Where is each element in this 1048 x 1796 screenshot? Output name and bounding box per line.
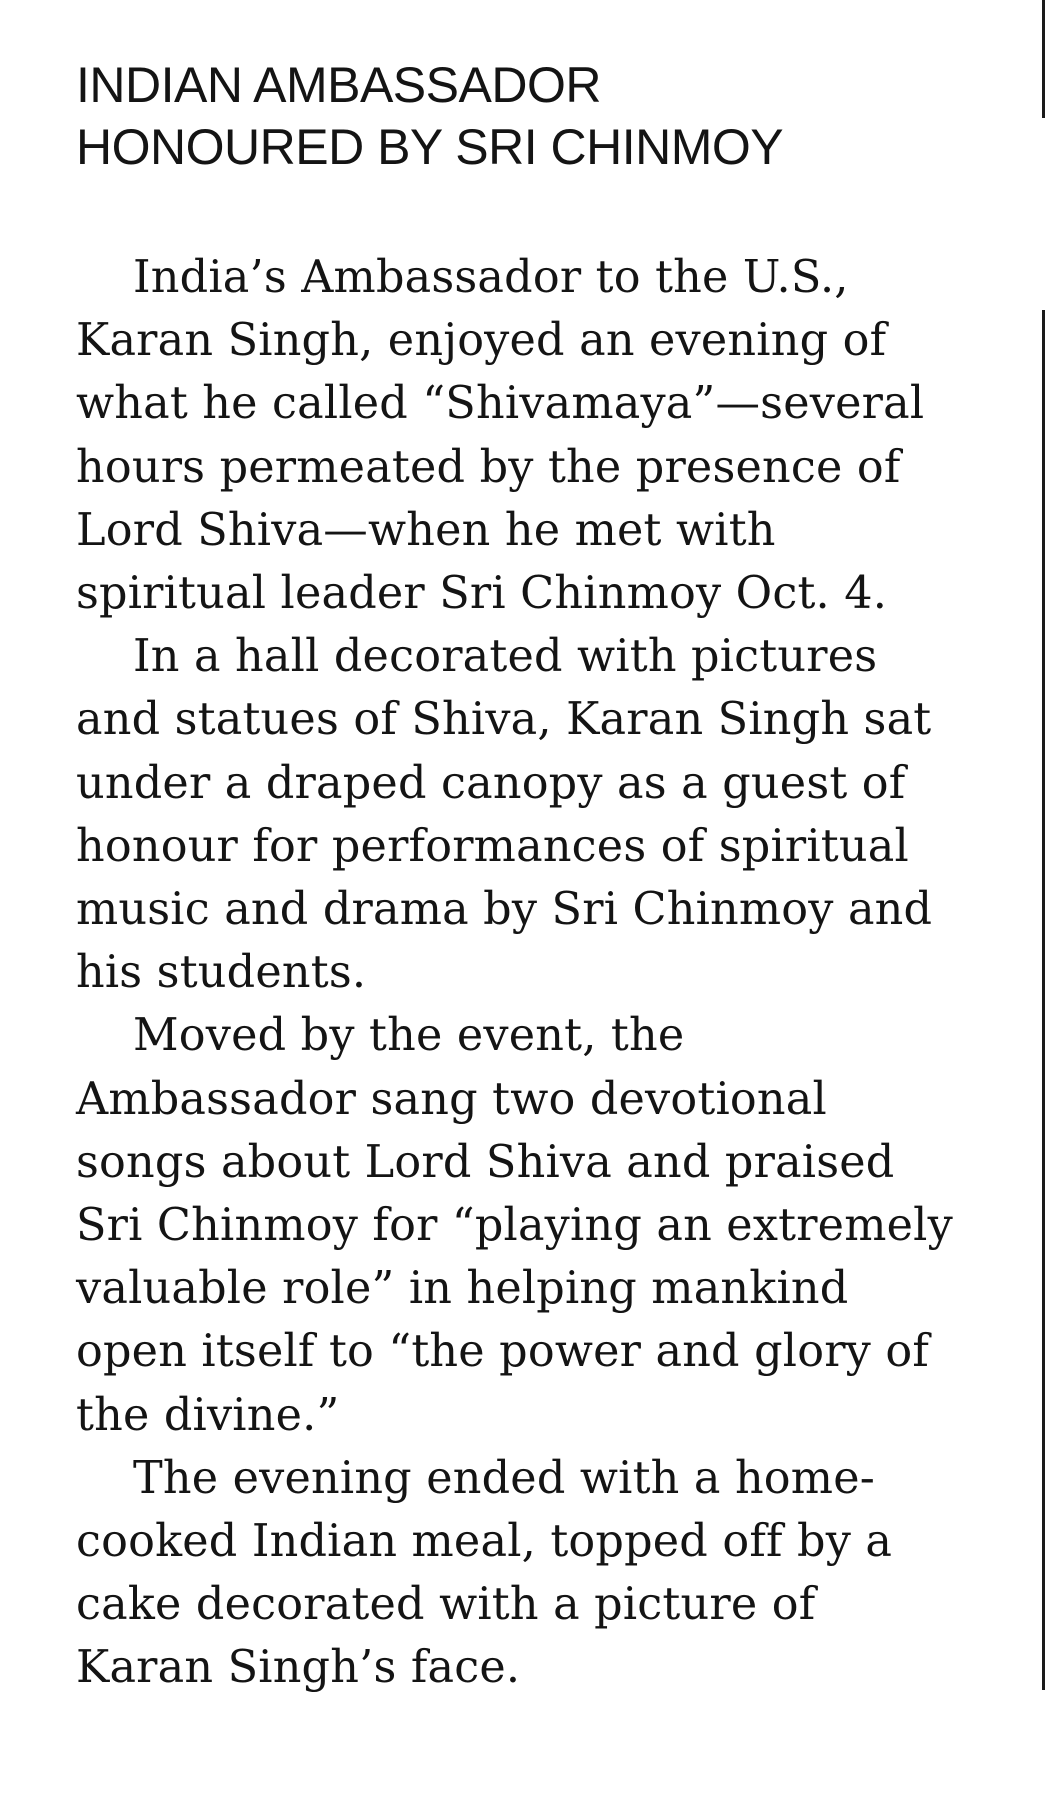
article-body	[76, 246, 1016, 1700]
text-line: and statues of Shiva, Karan Singh sat	[76, 694, 932, 746]
paragraph-3	[76, 1004, 1016, 1446]
headline-line: INDIAN AMBASSADOR	[76, 57, 601, 113]
text-line: valuable role” in helping mankind	[76, 1263, 849, 1315]
text-line: The evening ended with a home-	[133, 1452, 875, 1504]
headline-line: HONOURED BY SRI CHINMOY	[76, 119, 784, 175]
text-line: Sri Chinmoy for “playing an extremely	[76, 1200, 953, 1252]
text-line: under a draped canopy as a guest of	[76, 757, 906, 809]
paragraph-2	[76, 625, 1016, 1004]
text-line: music and drama by Sri Chinmoy and	[76, 884, 933, 936]
text-line: his students.	[76, 947, 367, 999]
article-headline	[76, 54, 976, 178]
text-line: India’s Ambassador to the U.S.,	[133, 252, 849, 303]
text-line: what he called “Shivamaya”—several	[76, 378, 925, 430]
text-line: spiritual leader Sri Chinmoy Oct. 4.	[76, 568, 888, 620]
text-line: hours permeated by the presence of	[76, 441, 901, 493]
paragraph-4	[76, 1447, 1016, 1700]
text-line: cooked Indian meal, topped off by a	[76, 1516, 893, 1568]
text-line: Karan Singh’s face.	[76, 1642, 521, 1694]
paragraph-1	[76, 246, 1016, 625]
column-divider	[1042, 310, 1045, 1690]
text-line: the divine.”	[76, 1389, 340, 1441]
text-line: songs about Lord Shiva and praised	[76, 1136, 895, 1188]
text-line: Ambassador sang two devotional	[76, 1073, 827, 1125]
column-divider	[1042, 0, 1045, 118]
text-line: In a hall decorated with pictures	[133, 631, 878, 683]
text-line: Lord Shiva—when he met with	[76, 504, 776, 556]
text-line: Karan Singh, enjoyed an evening of	[76, 315, 887, 367]
text-line: honour for performances of spiritual	[76, 820, 909, 872]
text-line: cake decorated with a picture of	[76, 1579, 816, 1631]
text-line: Moved by the event, the	[133, 1010, 685, 1062]
text-line: open itself to “the power and glory of	[76, 1326, 930, 1378]
